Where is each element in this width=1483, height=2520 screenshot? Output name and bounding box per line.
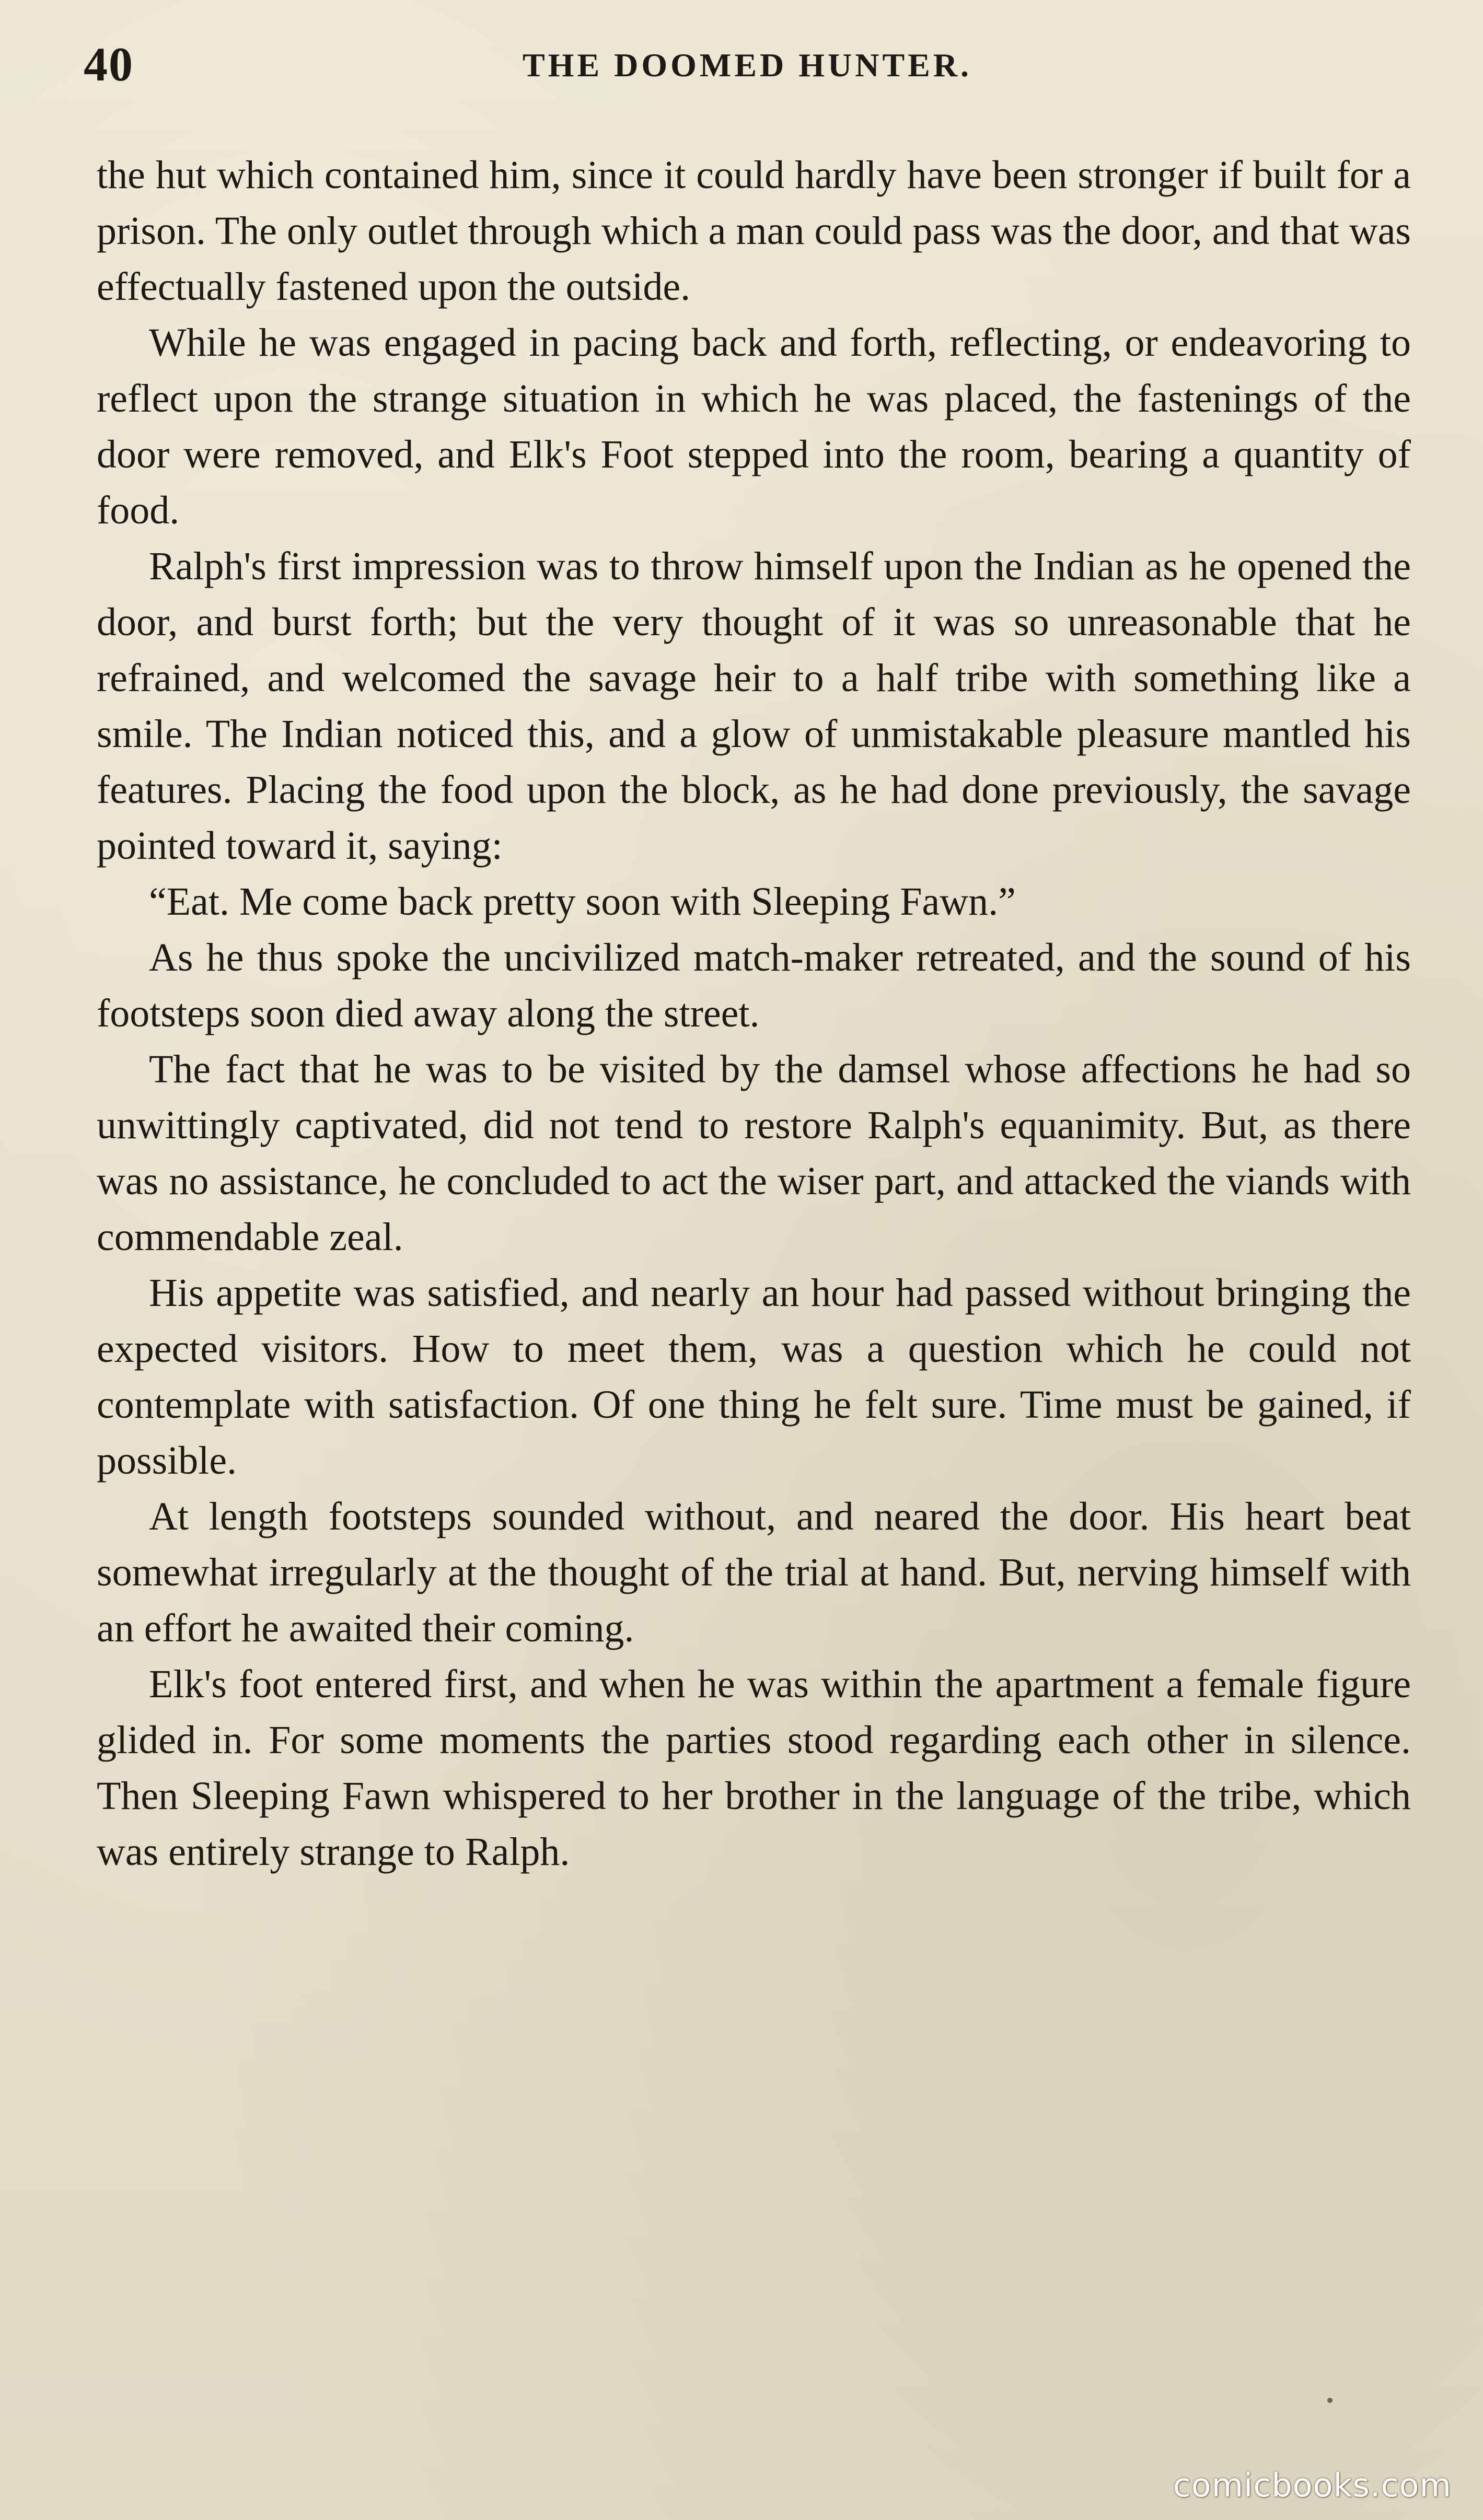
paragraph-5: As he thus spoke the uncivilized match-maker retreated, and the sound of his footsteps soon died away along the street. — [97, 936, 1411, 1035]
paragraph-1: the hut which contained him, since it could hardly have been stronger if built for a prison. The only outlet through which a man could pass was the door, and that was effectually fastened upon the outside. — [97, 153, 1411, 309]
paragraph-8: At length footsteps sounded without, and neared the door. His heart beat somewhat irregularly at the thought of the trial at hand. But, nerving himself with an effort he awaited their coming. — [97, 1495, 1411, 1650]
paragraph-2: While he was engaged in pacing back and forth, reflecting, or endeavoring to reflect upon the strange situation in which he was placed, the fastenings of the door were removed, and Elk's Foot stepped into the room, bearing a quantity of food. — [97, 321, 1411, 532]
page-number: 40 — [84, 38, 134, 91]
body-text — [97, 147, 1411, 1880]
paragraph-6: The fact that he was to be visited by the damsel whose affections he had so unwittingly captivated, did not tend to restore Ralph's equanimity. But, as there was no assistance, he concluded to act the wiser part, and attacked the viands with commendable zeal. — [97, 1047, 1411, 1259]
ink-speck — [1327, 2398, 1333, 2403]
running-title: THE DOOMED HUNTER. — [522, 46, 972, 84]
watermark: comicbooks.com — [1173, 2466, 1452, 2504]
paragraph-4-dialog: “Eat. Me come back pretty soon with Sleeping Fawn.” — [149, 880, 1016, 924]
page-header — [78, 37, 1416, 99]
paragraph-9: Elk's foot entered first, and when he was within the apartment a female figure glided in. For some moments the parties stood regarding each other in silence. Then Sleeping Fawn whispered to her brother in the language of the tribe, which was entirely strange to Ralph. — [97, 1662, 1411, 1874]
paragraph-3: Ralph's first impression was to throw himself upon the Indian as he opened the door, and burst forth; but the very thought of it was so unreasonable that he refrained, and welcomed the savage heir to a half tribe with something like a smile. The Indian noticed this, and a glow of unmistakable pleasure mantled his features. Placing the food upon the block, as he had done previously, the savage pointed toward it, saying: — [97, 544, 1411, 868]
paragraph-7: His appetite was satisfied, and nearly an hour had passed without bringing the expected visitors. How to meet them, was a question which he could not contemplate with satisfaction. Of one thing he felt sure. Time must be gained, if possible. — [97, 1271, 1411, 1483]
